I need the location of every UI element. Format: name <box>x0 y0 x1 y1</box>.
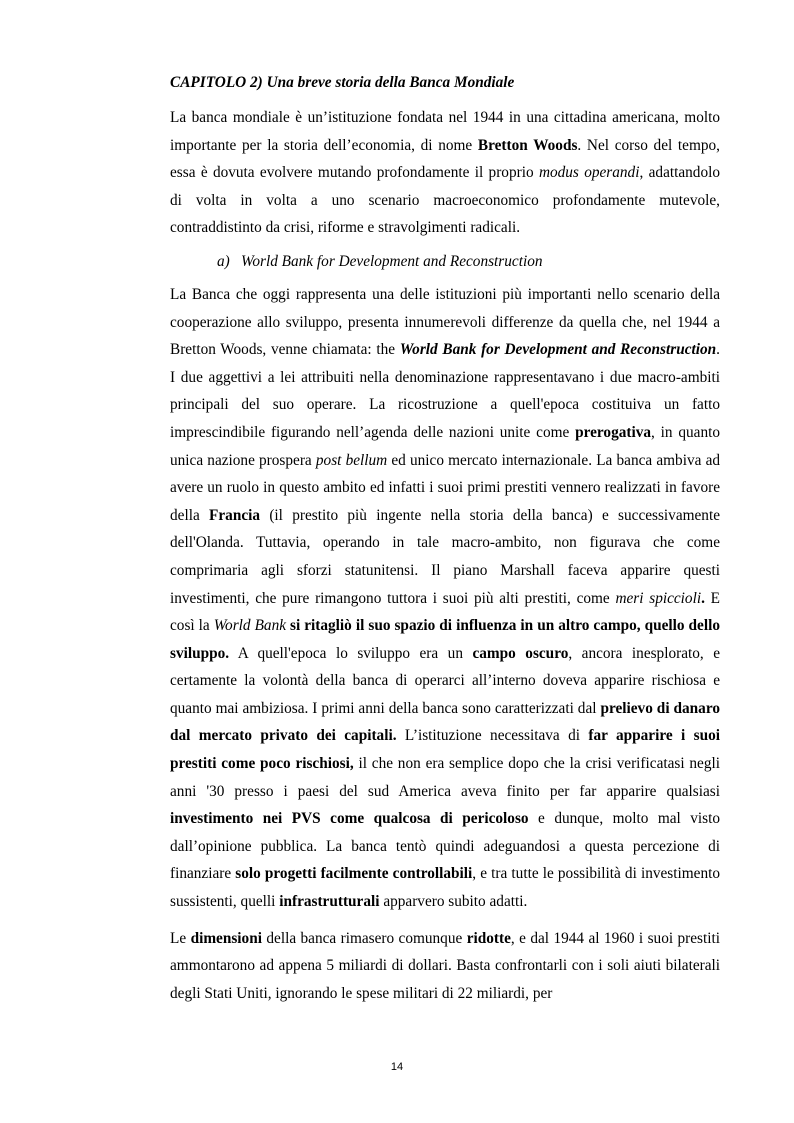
text-run: . Nel corso del tempo, essa è dovuta evolvere mutando profondamente il proprio <box>170 136 720 182</box>
document-page <box>170 72 720 1016</box>
text-run: il che non era semplice dopo che la crisi verificatasi negli anni '30 presso i paesi del sud America aveva finito per far apparire qualsiasi <box>170 755 720 800</box>
text-run: L’istituzione necessitava di <box>396 727 589 745</box>
text-run: ridotte <box>466 929 511 947</box>
text-run: , adattandolo di volta in volta a uno scenario macroeconomico profondamente mutevole, contraddistinto da crisi, riforme e stravolgimenti radicali. <box>170 164 720 237</box>
paragraph-world-bank <box>170 281 720 916</box>
text-run: infrastrutturali <box>279 893 380 911</box>
text-run: meri spiccioli <box>615 589 702 607</box>
text-run: e dunque, molto mal visto dall’opinione pubblica. La banca tentò quindi adeguandosi a questa percezione di finanziare <box>170 810 720 883</box>
text-run: , ancora inesplorato, e certamente la volontà della banca di operarci all’interno doveva apparire rischiosa e quanto mai ambiziosa. I primi anni della banca sono caratterizzati dal <box>170 644 720 717</box>
text-run: Francia <box>209 506 261 524</box>
text-run: modus operandi <box>538 164 640 182</box>
text-run: (il prestito più ingente nella storia della banca) e successivamente dell'Olanda. Tuttavia, operando in tale macro-ambito, non figurava che come comprimaria agli sforzi statunitensi. Il piano Marshall faceva apparire questi investimenti, che pure rimangono tuttora i suoi più alti prestiti, come <box>170 506 720 607</box>
text-run: La banca mondiale è un’istituzione fondata nel 1944 in una cittadina americana, molto importante per la storia dell’economia, di nome <box>170 109 720 154</box>
text-run: La Banca che oggi rappresenta una delle istituzioni più importanti nello scenario della cooperazione allo sviluppo, presenta innumerevoli differenze da quella che, nel 1944 a Bretton Woods, venne chiamata: the <box>170 285 720 359</box>
text-run: investimento nei PVS come qualcosa di pericoloso <box>170 810 529 828</box>
text-run: post bellum <box>315 451 388 469</box>
text-run: Le <box>170 929 191 947</box>
text-run: Bretton Woods <box>477 136 578 154</box>
text-run: World Bank <box>213 617 287 635</box>
text-run: della banca rimasero comunque <box>261 929 467 947</box>
text-run: , e dal 1944 al 1960 i suoi prestiti ammontarono ad appena 5 miliardi di dollari. Basta confrontarli con i soli aiuti bilaterali degli Stati Uniti, ignorando le spese militari di 22 miliardi, per <box>170 929 720 1002</box>
text-run: A quell'epoca lo sviluppo era un <box>229 644 473 662</box>
paragraph-dimensions <box>170 925 720 1008</box>
text-run: dimensioni <box>190 929 262 947</box>
text-run: prelievo di danaro dal mercato privato dei capitali. <box>170 699 720 745</box>
text-run: solo progetti facilmente controllabili <box>235 865 473 883</box>
section-subheading <box>170 251 720 273</box>
page-number: 14 <box>390 1061 404 1073</box>
text-run: ed unico mercato internazionale. La banca ambiva ad avere un ruolo in questo ambito ed infatti i suoi primi prestiti vennero realizzati in favore della <box>170 451 721 524</box>
text-run: , in quanto unica nazione prospera <box>170 423 720 469</box>
chapter-heading: CAPITOLO 2) Una breve storia della Banca Mondiale <box>170 74 515 91</box>
text-run: . <box>701 589 705 607</box>
paragraph-intro <box>170 104 720 242</box>
text-run: . I due aggettivi a lei attribuiti nella denominazione rappresentavano i due macro-ambiti principali del suo operare. La ricostruzione a quell'epoca costituiva un fatto imprescindibile figurando nell’agenda delle nazioni unite come <box>170 341 720 441</box>
text-run: , e tra tutte le possibilità di investimento sussistenti, quelli <box>170 865 720 911</box>
text-run: campo oscuro <box>472 644 569 662</box>
section-subheading-text: World Bank for Development and Reconstruction <box>241 252 543 270</box>
text-run: far apparire i suoi prestiti come poco rischiosi, <box>170 727 720 773</box>
text-run: si ritagliò il suo spazio di influenza in un altro campo, quello dello sviluppo. <box>170 617 720 662</box>
text-run: prerogativa <box>575 423 652 441</box>
text-run: apparvero subito adatti. <box>379 893 528 911</box>
list-marker: a) <box>217 252 230 270</box>
text-run: E così la <box>170 589 720 635</box>
text-run: World Bank for Development and Reconstruction <box>399 341 717 359</box>
